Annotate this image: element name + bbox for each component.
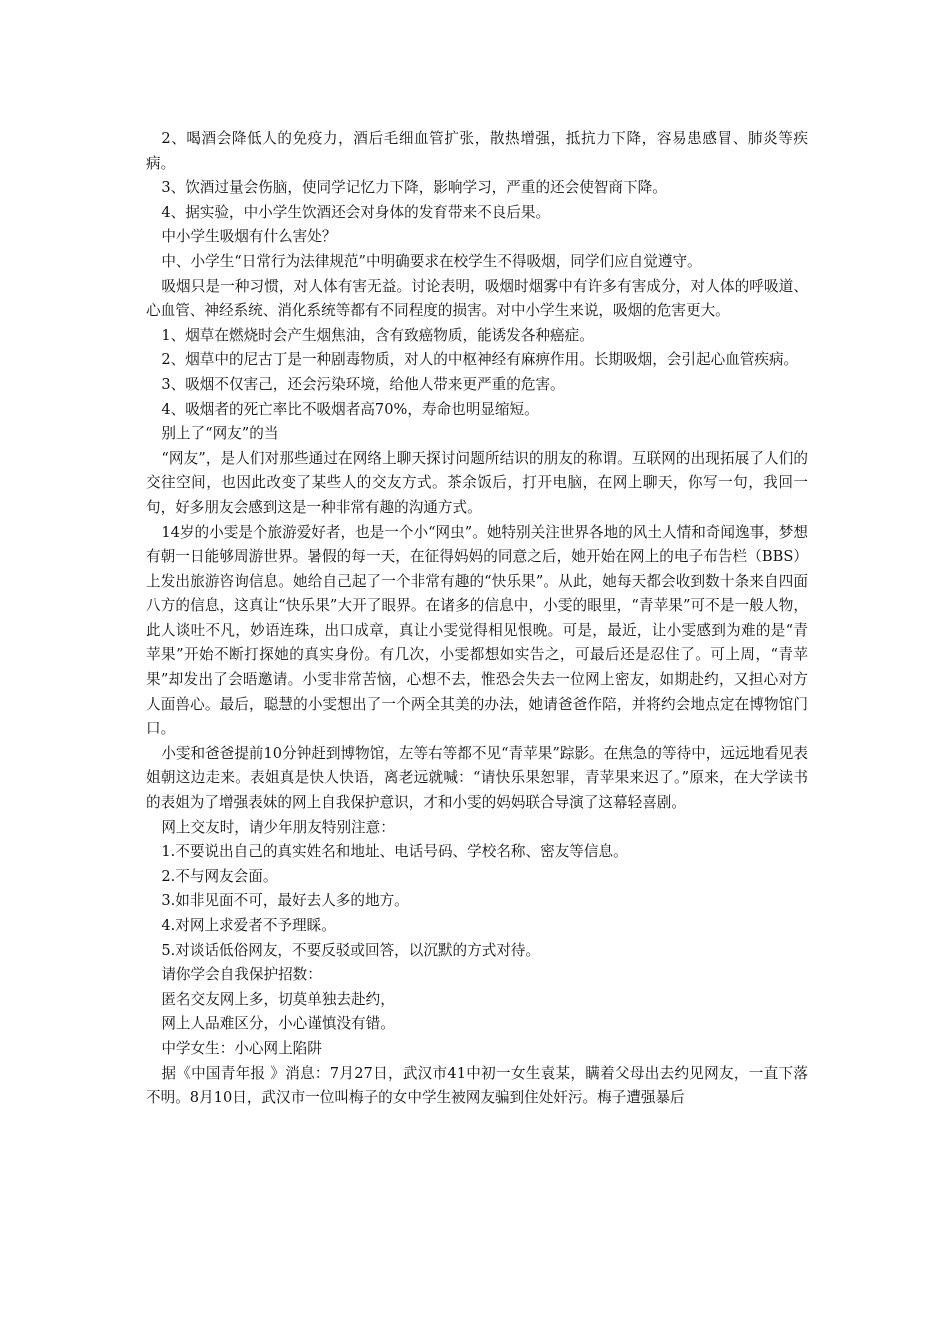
paragraph: 网上交友时，请少年朋友特别注意： [161,818,395,836]
section-heading: 中小学生吸烟有什么害处？ [161,228,337,246]
paragraph: 小雯和爸爸提前10分钟赶到博物馆，左等右等都不见“青苹果”踪影。在焦急的等待中，远远地看见表姐朝这边走来。表姐真是快人快语，离老远就喊：“请快乐果恕罪，青苹果来迟了。”原来，在大学读书的表姐为了增强表妹的网上自我保护意识，才和小雯的妈妈联合导演了这幕轻喜剧。 [146,744,808,812]
paragraph: 2、烟草中的尼古丁是一种剧毒物质，对人的中枢神经有麻痹作用。长期吸烟，会引起心血管疾病。 [161,351,799,369]
list-item: 2.不与网友会面。 [161,867,278,885]
paragraph: 3、吸烟不仅害己，还会污染环境，给他人带来更严重的危害。 [161,375,565,393]
verse-line: 网上人品难区分，小心谨慎没有错。 [161,1015,395,1033]
paragraph: 14岁的小雯是个旅游爱好者，也是一个小“网虫”。她特别关注世界各地的风土人情和奇闻逸事，梦想有朝一日能够周游世界。暑假的每一天，在征得妈妈的同意之后，她开始在网上的电子布告栏（BBS）上发出旅游咨询信息。她给自己起了一个非常有趣的“快乐果”。从此，她每天都会收到数十条来自四面八方的信息，这真让“快乐果”大开了眼界。在诸多的信息中，小雯的眼里，“青苹果”可不是一般人物，此人谈吐不凡，妙语连珠，出口成章，真让小雯觉得相见恨晚。可是，最近，让小雯感到为难的是“青苹果”开始不断打探她的真实身份。有几次，小雯都想如实告之，可最后还是忍住了。可上周，“青苹果”却发出了会晤邀请。小雯非常苦恼，心想不去，惟恐会失去一位网上密友，如期赴约，又担心对方人面兽心。最后，聪慧的小雯想出了一个两全其美的办法，她请爸爸作陪，并将约会地点定在博物馆门口。 [146,523,808,738]
list-item: 3.如非见面不可，最好去人多的地方。 [161,892,409,910]
paragraph: “网友”，是人们对那些通过在网络上聊天探讨问题所结识的朋友的称谓。互联网的出现拓展了人们的交往空间，也因此改变了某些人的交友方式。茶余饭后，打开电脑，在网上聊天，你写一句，我回一句，好多朋友会感到这是一种非常有趣的沟通方式。 [146,449,808,516]
list-item: 1.不要说出自己的真实姓名和地址、电话号码、学校名称、密友等信息。 [161,843,628,861]
paragraph: 4、据实验，中小学生饮酒还会对身体的发育带来不良后果。 [161,203,551,221]
paragraph: 3、饮酒过量会伤脑，使同学记忆力下降，影响学习，严重的还会使智商下降。 [161,179,667,197]
paragraph: 2、喝酒会降低人的免疫力，酒后毛细血管扩张，散热增强，抵抗力下降，容易患感冒、肺炎等疾病。 [146,130,808,172]
verse-line: 匿名交友网上多，切莫单独去赴约， [161,990,395,1008]
paragraph: 据《中国青年报 》消息：7月27日，武汉市41中初一女生袁某，瞒着父母出去约见网友，一直下落不明。8月10日，武汉市一位叫梅子的女中学生被网友骗到住处奸污。梅子遭强暴后 [146,1064,808,1107]
document-body [146,127,808,1111]
section-heading: 别上了“网友”的当 [161,425,279,443]
paragraph: 中、小学生“日常行为法律规范”中明确要求在校学生不得吸烟，同学们应自觉遵守。 [161,252,702,270]
paragraph: 吸烟只是一种习惯，对人体有害无益。讨论表明，吸烟时烟雾中有许多有害成分，对人体的呼吸道、心血管、神经系统、消化系统等都有不同程度的损害。对中小学生来说，吸烟的危害更大。 [146,277,808,320]
paragraph: 1、烟草在燃烧时会产生烟焦油，含有致癌物质，能诱发各种癌症。 [161,326,594,344]
list-item: 4.对网上求爱者不予理睬。 [161,917,336,934]
paragraph: 请你学会自我保护招数： [161,966,322,984]
list-item: 5.对谈话低俗网友，不要反驳或回答，以沉默的方式对待。 [161,941,541,959]
section-heading: 中学女生：小心网上陷阱 [161,1039,322,1057]
paragraph: 4、吸烟者的死亡率比不吸烟者高70%，寿命也明显缩短。 [161,400,539,418]
